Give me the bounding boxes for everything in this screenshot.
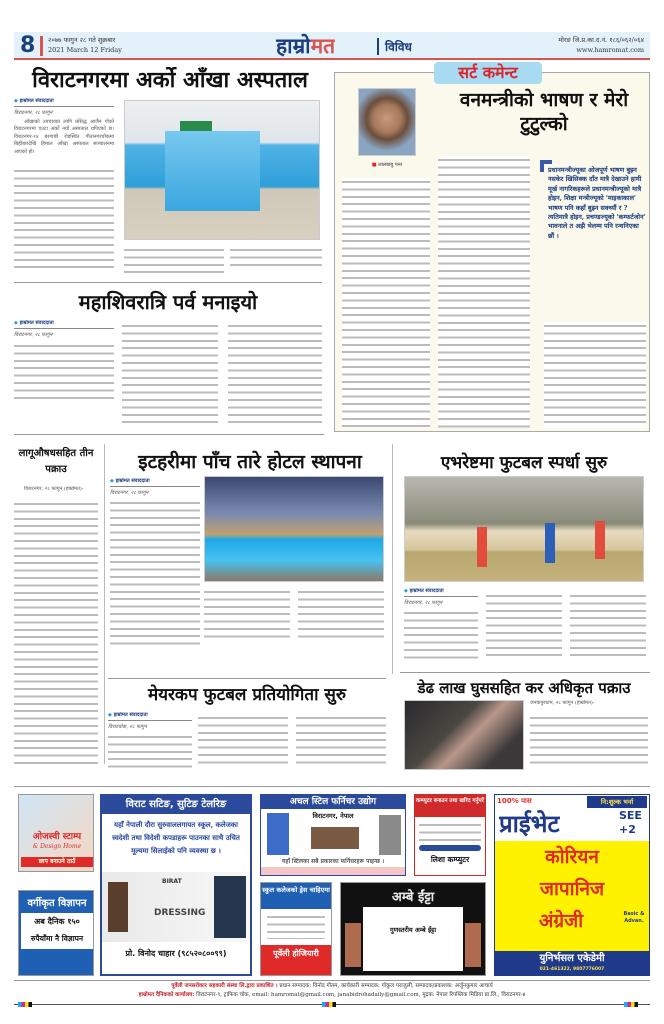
ad-furniture-location: विराटनगर, नेपाल xyxy=(312,812,354,820)
dateline: विराटचोक, २८ फागुन xyxy=(108,724,147,730)
ad-tailoring-body: यहाँ नेपाली दौरा सुरुवाललगायत स्कूल, कलेजका स्वदेशी तथा विदेशी कपडाहरू पाउनका साथै उचित मूल्यमा सिलाईको पनि व्यवस्था छ । xyxy=(112,820,240,855)
columnist-photo xyxy=(358,88,416,156)
headline-drugs[interactable]: लागूऔषधसहित तीन पक्राउ xyxy=(18,448,94,475)
ad-stamp-title: ओजस्वी स्टाम्प xyxy=(32,832,82,842)
article-body xyxy=(14,500,98,764)
ad-academy-see: SEE xyxy=(619,809,642,822)
ad-computer-body xyxy=(419,821,481,841)
article-body xyxy=(108,733,192,773)
ad-bricks-body: गुणस्तरीय अम्बे ईंट्टा xyxy=(389,926,437,934)
article-everest-col3 xyxy=(570,592,646,656)
divider xyxy=(14,282,322,283)
article-body xyxy=(14,167,114,271)
byline: ◆ हाम्रोमत संवाददाता xyxy=(14,98,114,107)
headline-eye-hospital[interactable]: विराटनगरमा अर्को आँखा अस्पताल xyxy=(32,68,308,93)
divider xyxy=(392,444,393,674)
headline-everest-football[interactable]: एभरेष्टमा फुटबल स्पर्धा सुरु xyxy=(440,453,608,473)
imprint-publisher: पूर्वेली जनसरोकार सहकारी संस्था लि.द्वारा प्रकाशित । xyxy=(171,983,278,989)
ad-school-dress-title: स्कुल कलेजको ड्रेस चाहिएमा xyxy=(261,883,331,909)
ad-classified-line2: रुपैयाँमा नै विज्ञापन xyxy=(30,934,84,943)
ad-tailoring-brand: BIRAT xyxy=(162,878,182,885)
pullquote: प्रधानमन्त्रीज्यूका ओजपूर्ण भाषण बुझ्न नसकेर खिसिक्क दाँत मात्रै देखाउने हामी मूर्ख नागरिकहरूले प्रधानमन्त्रीज्यूको मात्रै होइन, शिक्षा मन्त्रीज्यूको 'माइकाकाल' भाषण पनि कहाँ बुझ्न सक्थ्यौं र ? त्यतिमात्रै होइन, प्रचण्डज्यूको 'कम्फर्टजोन' भावनाले त अझै भेलम्म पनि रन्थनिएका छौं । xyxy=(548,166,646,240)
ad-academy-title: प्राईभेट xyxy=(499,810,560,838)
imprint-editors: प्रधान सम्पादक: विनोद गौतम, कार्यकारी सम्पादक: गोकुल पराजुली, सम्पादक/प्रकाशक: अर्जुनकुमार आचार्य xyxy=(279,983,493,989)
article-body xyxy=(404,609,478,659)
ad-tailoring-image xyxy=(102,872,250,942)
brick xyxy=(345,923,361,967)
ad-academy-free: नि:शुल्क भर्ना xyxy=(587,796,647,808)
divider xyxy=(40,36,43,56)
player xyxy=(477,527,487,567)
registration-number: मोरङ जि.प्र.का.द.नं. १८६/०६२/०६४ xyxy=(558,36,644,44)
headline-hotel[interactable]: इटहरीमा पाँच तारे होटल स्थापना xyxy=(138,451,362,473)
ad-academy-lang3: अंग्रेजी xyxy=(538,910,584,932)
ad-academy-pass: 100% पास xyxy=(497,797,532,805)
ad-tailoring-slogan: DRESSING xyxy=(154,908,206,918)
dateline: विराटनगर, २८ फागुन (हाम्रोमत)- xyxy=(24,486,84,492)
columnist-name: ■ लालबाबु पन्त xyxy=(371,162,403,168)
dateline: विराटनगर, २८ फागुन xyxy=(14,332,53,338)
article-shivaratri-col2 xyxy=(122,322,218,428)
ad-classified-line1: अब दैनिक १५० xyxy=(34,917,80,926)
ad-academy-phone: 021-461322, 9807776007 xyxy=(539,967,605,972)
date-nepali: २०७७ फागुन २८ गते शुक्रबार xyxy=(48,36,116,44)
ad-tailoring-title: विराट सटिङ, सुटिङ टेलरिङ xyxy=(102,796,250,814)
article-drugs xyxy=(14,486,98,764)
article-hotel xyxy=(110,478,200,649)
ad-computer-name: लिशा कम्प्युटर xyxy=(430,855,470,864)
article-body xyxy=(110,499,200,649)
article-eye-hospital xyxy=(14,98,114,271)
headline-mayor-cup[interactable]: मेयरकप फुटबल प्रतियोगिता सुरु xyxy=(147,685,347,705)
short-comment-label: सर्ट कमेन्ट xyxy=(434,62,542,84)
headline-bribe[interactable]: डेढ लाख घुससहित कर अधिकृत पक्राउ xyxy=(417,679,631,697)
ad-furniture-body: यहाँ स्टिलका सबै प्रकारका फर्निचरहरू पाइन्छ । xyxy=(281,858,385,865)
comment-col1 xyxy=(342,178,430,428)
website-link[interactable]: www.hamromat.com xyxy=(576,46,644,54)
divider xyxy=(108,678,386,679)
ad-tailoring-proprietor: प्रो. विनोद चाहार (९८५२०८००९९) xyxy=(125,949,227,958)
cabinet xyxy=(267,813,289,855)
dateline: जनकपुरधाम, २८ फागुन (हाम्रोमत)- xyxy=(530,700,595,706)
football-photo xyxy=(404,476,644,582)
ad-computer[interactable] xyxy=(414,794,486,876)
player xyxy=(545,523,555,563)
desk xyxy=(311,827,359,849)
article-body xyxy=(14,342,114,402)
imprint xyxy=(0,982,664,1000)
byline: ◆ हाम्रोमत संवाददाता xyxy=(110,478,200,487)
color-registration-mark xyxy=(322,1002,336,1007)
ad-classified[interactable] xyxy=(18,890,94,976)
ad-academy-plus2: +2 xyxy=(619,823,636,836)
building xyxy=(165,131,260,211)
player xyxy=(595,521,605,559)
byline: ◆ हाम्रोमत संवाददाता xyxy=(14,320,114,329)
issue-date xyxy=(48,35,122,55)
section-name: विविध xyxy=(377,38,412,55)
ad-furniture-contact xyxy=(261,867,405,875)
divider xyxy=(14,980,650,981)
ad-school-dress[interactable] xyxy=(260,882,332,976)
headline-short-comment[interactable]: वनमन्त्रीको भाषण र मेरो टुटुल्को xyxy=(459,89,629,135)
ad-stamp-subtitle: & Design Home xyxy=(32,843,82,850)
ad-academy-level: Basic & Advan. xyxy=(623,911,645,924)
ad-academy-langs xyxy=(495,841,649,951)
date-english: 2021 March 12 Friday xyxy=(48,46,122,54)
hospital-photo xyxy=(124,100,320,240)
article-hotel-col2 xyxy=(204,588,290,638)
byline: ◆ हाम्रोमत संवाददाता xyxy=(404,588,478,597)
ad-bricks-title: अम्बे ईंट्टा xyxy=(391,890,435,905)
color-registration-mark xyxy=(18,1002,32,1007)
hotel-photo xyxy=(204,476,384,582)
headline-shivaratri[interactable]: महाशिवरात्रि पर्व मनाइयो xyxy=(78,290,258,314)
ad-bricks[interactable] xyxy=(340,882,486,976)
article-eye-col2 xyxy=(124,246,224,274)
brick xyxy=(465,923,481,967)
dateline: विराटनगर, २८ फागुन xyxy=(14,110,53,116)
ad-stamp-tag: छाप बनाउने ठाउँ xyxy=(21,857,93,867)
ad-academy[interactable] xyxy=(494,794,650,976)
article-eye-col3 xyxy=(230,246,322,266)
suit xyxy=(214,876,246,938)
byline: ◆ हाम्रोमत संवाददाता xyxy=(108,712,192,721)
ad-school-dress-name: पूर्वेली होजियारी xyxy=(261,945,331,975)
article-lead: आँखाको उपचारका लागि प्रसिद्ध आजैन गोको विराटनगरमा एउटा अर्को नयाँ अस्पताल थपिएको छ। विराटनगर-१४ बरगाछी रोडस्थित गीतानगरचोकमा बिहीबारदेखि हिमाल आँखा अस्पताल सञ्चालनमा आएको हो। xyxy=(14,119,114,155)
dateline: विराटनगर, २८ फागुन xyxy=(110,490,149,496)
color-registration-mark xyxy=(624,1002,638,1007)
ad-academy-lang2: जापानिज xyxy=(539,878,605,900)
page-number: 8 xyxy=(20,33,36,58)
divider xyxy=(14,434,324,435)
article-mayor-col3 xyxy=(296,714,386,768)
ad-computer-band xyxy=(419,845,481,851)
article-hotel-col3 xyxy=(298,588,384,638)
article-everest xyxy=(404,588,478,659)
vest xyxy=(108,882,128,932)
imprint-office: हाम्रोमत दैनिकको कार्यालय: xyxy=(138,992,195,998)
article-shivaratri xyxy=(14,320,114,402)
divider xyxy=(104,444,105,764)
divider xyxy=(14,786,650,787)
article-mayor-cup xyxy=(108,712,192,773)
ad-classified-title: वर्गीकृत विज्ञापन xyxy=(27,898,87,909)
imprint-contact: विराटनगर-९, ट्राफिक चोक, email: hamromat@gmail.com, janabidrohadaily@gmail.com, मुद्रक: नेपाल रिपब्लिक मिडिया प्रा.लि., विराटनगर-४ xyxy=(196,992,526,998)
registration-info xyxy=(558,35,644,55)
article-body xyxy=(530,714,648,768)
article-mayor-col2 xyxy=(198,714,288,768)
ad-furniture[interactable] xyxy=(260,794,406,876)
dateline: विराटनगर, २८ फागुन xyxy=(404,600,443,606)
comment-col2 xyxy=(438,156,530,428)
ad-academy-name: युनिर्भसल एकेडेमी xyxy=(539,953,605,964)
ad-classified-panel xyxy=(21,913,93,949)
ad-bricks-panel xyxy=(363,907,463,971)
masthead xyxy=(14,32,650,60)
arrest-photo xyxy=(404,700,524,770)
ad-academy-lang1: कोरियन xyxy=(545,846,599,868)
article-bribe xyxy=(530,700,648,768)
locker xyxy=(379,815,401,855)
divider xyxy=(400,672,650,673)
ad-computer-title: कम्प्युटर बनाउन तथा खरिद गर्नुपर्रे xyxy=(415,795,485,817)
article-everest-col2 xyxy=(486,592,562,656)
ad-school-dress-body xyxy=(267,913,325,939)
ad-tailoring[interactable] xyxy=(100,794,252,976)
ad-stamp[interactable] xyxy=(18,794,94,872)
newspaper-logo[interactable]: हाम्रोमत xyxy=(276,34,336,58)
comment-col3 xyxy=(544,322,646,428)
ad-furniture-title: अचल स्टिल फर्निचर उद्योग xyxy=(261,795,405,809)
article-shivaratri-col3 xyxy=(228,322,322,428)
ad-academy-footer xyxy=(495,951,649,975)
